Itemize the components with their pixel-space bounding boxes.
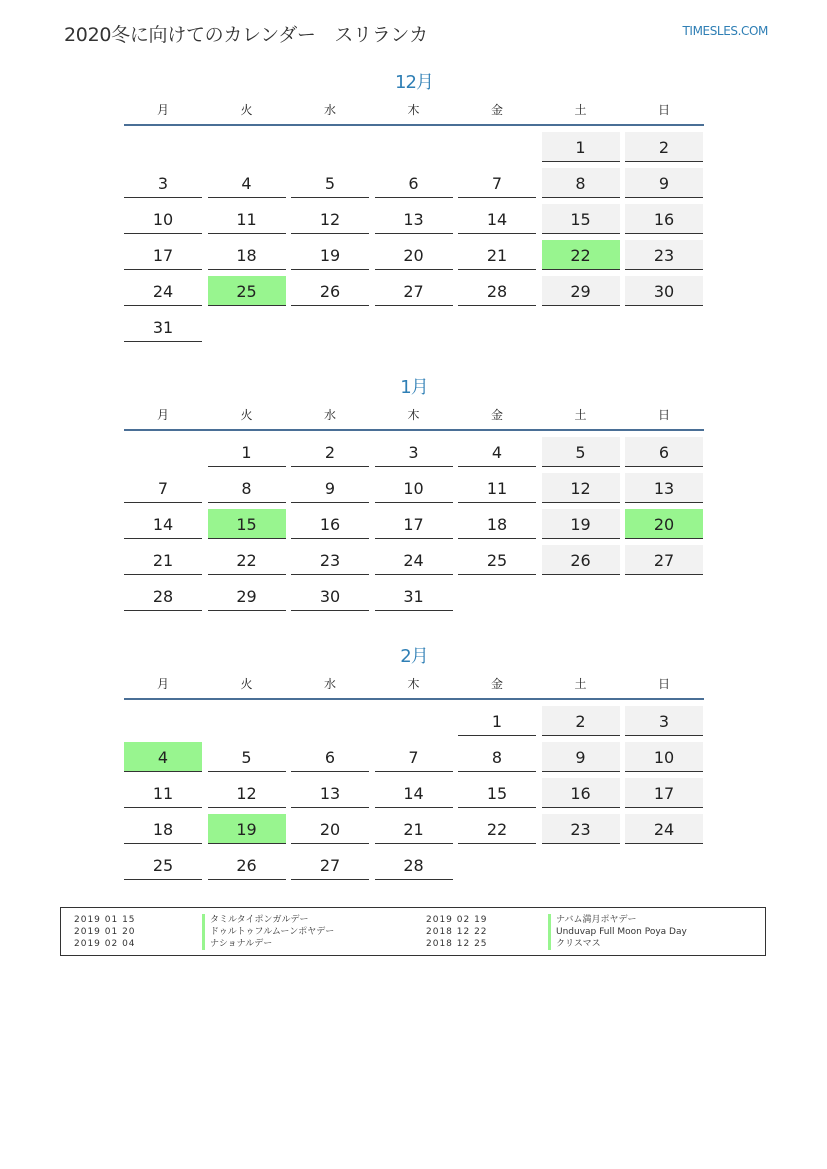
legend-holiday-name: タミルタイポンガルデー bbox=[202, 914, 308, 926]
legend-date: 2018 12 22 bbox=[426, 927, 488, 937]
day-cell[interactable]: 3 bbox=[124, 168, 202, 198]
page-title: 2020冬に向けてのカレンダー スリランカ bbox=[64, 24, 428, 46]
day-cell[interactable]: 11 bbox=[124, 778, 202, 808]
brand-link[interactable]: TIMESLES.COM bbox=[682, 24, 768, 38]
weekday-label: 木 bbox=[407, 103, 420, 117]
day-cell[interactable]: 9 bbox=[542, 742, 620, 772]
day-cell[interactable]: 4 bbox=[458, 437, 536, 467]
month-title: 1月 bbox=[400, 377, 428, 398]
day-cell[interactable]: 10 bbox=[124, 204, 202, 234]
day-cell[interactable]: 17 bbox=[124, 240, 202, 270]
day-cell[interactable]: 1 bbox=[208, 437, 286, 467]
month-block bbox=[124, 70, 704, 337]
day-cell[interactable]: 16 bbox=[291, 509, 369, 539]
day-cell[interactable]: 1 bbox=[458, 706, 536, 736]
day-cell[interactable]: 23 bbox=[625, 240, 703, 270]
day-cell[interactable]: 13 bbox=[625, 473, 703, 503]
day-cell[interactable]: 17 bbox=[375, 509, 453, 539]
day-cell[interactable]: 4 bbox=[208, 168, 286, 198]
holiday-legend bbox=[60, 907, 766, 956]
legend-date: 2019 01 15 bbox=[74, 915, 136, 925]
day-cell[interactable]: 23 bbox=[542, 814, 620, 844]
weekday-label: 木 bbox=[407, 408, 420, 422]
day-cell[interactable]: 24 bbox=[124, 276, 202, 306]
day-cell[interactable]: 12 bbox=[291, 204, 369, 234]
legend-holiday-name: ナバム満月ポヤデー bbox=[548, 914, 636, 926]
day-cell[interactable]: 31 bbox=[375, 581, 453, 611]
day-cell[interactable]: 3 bbox=[375, 437, 453, 467]
day-cell[interactable]: 5 bbox=[542, 437, 620, 467]
weekday-label: 土 bbox=[574, 103, 587, 117]
legend-date: 2019 01 20 bbox=[74, 927, 136, 937]
day-cell[interactable]: 28 bbox=[124, 581, 202, 611]
day-cell[interactable]: 6 bbox=[291, 742, 369, 772]
day-cell[interactable]: 7 bbox=[458, 168, 536, 198]
weekday-label: 日 bbox=[657, 103, 670, 117]
day-cell[interactable]: 27 bbox=[625, 545, 703, 575]
day-cell[interactable]: 6 bbox=[625, 437, 703, 467]
day-cell[interactable]: 22 bbox=[458, 814, 536, 844]
day-cell[interactable]: 18 bbox=[124, 814, 202, 844]
day-cell[interactable]: 19 bbox=[542, 509, 620, 539]
day-cell[interactable]: 26 bbox=[291, 276, 369, 306]
month-title: 12月 bbox=[395, 72, 433, 93]
day-cell-holiday[interactable]: 20 bbox=[625, 509, 703, 539]
legend-holiday-name: Unduvap Full Moon Poya Day bbox=[548, 926, 687, 938]
weekday-label: 火 bbox=[240, 103, 253, 117]
weekday-label: 金 bbox=[490, 677, 503, 691]
day-cell[interactable]: 27 bbox=[291, 850, 369, 880]
legend-date: 2019 02 04 bbox=[74, 939, 136, 949]
day-cell[interactable]: 16 bbox=[542, 778, 620, 808]
day-cell[interactable]: 21 bbox=[375, 814, 453, 844]
day-cell[interactable]: 29 bbox=[542, 276, 620, 306]
weekday-label: 水 bbox=[323, 408, 336, 422]
weekday-label: 火 bbox=[240, 677, 253, 691]
day-cell[interactable]: 12 bbox=[208, 778, 286, 808]
day-cell[interactable]: 31 bbox=[124, 312, 202, 342]
weekday-label: 日 bbox=[657, 677, 670, 691]
day-cell[interactable]: 30 bbox=[625, 276, 703, 306]
weekday-label: 月 bbox=[156, 677, 169, 691]
day-cell[interactable]: 13 bbox=[375, 204, 453, 234]
legend-holiday-name: ナショナルデー bbox=[202, 938, 272, 950]
day-cell[interactable]: 2 bbox=[291, 437, 369, 467]
day-cell[interactable]: 30 bbox=[291, 581, 369, 611]
day-cell[interactable]: 14 bbox=[124, 509, 202, 539]
day-cell[interactable]: 11 bbox=[458, 473, 536, 503]
legend-date: 2018 12 25 bbox=[426, 939, 488, 949]
weekday-label: 火 bbox=[240, 408, 253, 422]
day-cell-holiday[interactable]: 19 bbox=[208, 814, 286, 844]
weekday-label: 土 bbox=[574, 677, 587, 691]
day-cell[interactable]: 10 bbox=[625, 742, 703, 772]
day-cell[interactable]: 18 bbox=[208, 240, 286, 270]
day-cell[interactable]: 2 bbox=[542, 706, 620, 736]
day-cell-holiday[interactable]: 15 bbox=[208, 509, 286, 539]
day-cell[interactable]: 28 bbox=[458, 276, 536, 306]
day-cell[interactable]: 10 bbox=[375, 473, 453, 503]
day-cell[interactable]: 17 bbox=[625, 778, 703, 808]
day-cell[interactable]: 23 bbox=[291, 545, 369, 575]
weekday-label: 月 bbox=[156, 408, 169, 422]
legend-holiday-name: ドゥルトゥフルムーンポヤデー bbox=[202, 926, 334, 938]
day-cell[interactable]: 7 bbox=[124, 473, 202, 503]
day-cell[interactable]: 18 bbox=[458, 509, 536, 539]
day-cell[interactable]: 11 bbox=[208, 204, 286, 234]
day-cell[interactable]: 6 bbox=[375, 168, 453, 198]
day-cell[interactable]: 21 bbox=[124, 545, 202, 575]
month-block bbox=[124, 644, 704, 875]
day-cell[interactable]: 14 bbox=[458, 204, 536, 234]
weekday-label: 水 bbox=[323, 103, 336, 117]
day-cell-holiday[interactable]: 25 bbox=[208, 276, 286, 306]
weekday-label: 水 bbox=[323, 677, 336, 691]
day-cell[interactable]: 19 bbox=[291, 240, 369, 270]
day-cell[interactable]: 8 bbox=[542, 168, 620, 198]
day-cell[interactable]: 9 bbox=[291, 473, 369, 503]
day-cell[interactable]: 12 bbox=[542, 473, 620, 503]
month-title: 2月 bbox=[400, 646, 428, 667]
weekday-label: 金 bbox=[490, 103, 503, 117]
day-cell[interactable]: 15 bbox=[542, 204, 620, 234]
day-cell[interactable]: 22 bbox=[208, 545, 286, 575]
day-cell[interactable]: 24 bbox=[375, 545, 453, 575]
day-cell[interactable]: 2 bbox=[625, 132, 703, 162]
day-cell[interactable]: 9 bbox=[625, 168, 703, 198]
day-cell[interactable]: 5 bbox=[208, 742, 286, 772]
weekday-header bbox=[124, 96, 704, 126]
day-cell[interactable]: 25 bbox=[458, 545, 536, 575]
weekday-label: 土 bbox=[574, 408, 587, 422]
weekday-label: 金 bbox=[490, 408, 503, 422]
day-cell[interactable]: 21 bbox=[458, 240, 536, 270]
weekday-label: 木 bbox=[407, 677, 420, 691]
day-cell[interactable]: 8 bbox=[208, 473, 286, 503]
day-cell[interactable]: 27 bbox=[375, 276, 453, 306]
day-cell[interactable]: 20 bbox=[375, 240, 453, 270]
day-cell[interactable]: 1 bbox=[542, 132, 620, 162]
month-block bbox=[124, 375, 704, 606]
day-cell[interactable]: 7 bbox=[375, 742, 453, 772]
day-cell[interactable]: 28 bbox=[375, 850, 453, 880]
day-cell[interactable]: 16 bbox=[625, 204, 703, 234]
day-cell[interactable]: 5 bbox=[291, 168, 369, 198]
day-cell[interactable]: 13 bbox=[291, 778, 369, 808]
weekday-label: 月 bbox=[156, 103, 169, 117]
day-cell[interactable]: 26 bbox=[542, 545, 620, 575]
day-cell[interactable]: 24 bbox=[625, 814, 703, 844]
day-cell[interactable]: 20 bbox=[291, 814, 369, 844]
day-cell[interactable]: 15 bbox=[458, 778, 536, 808]
day-cell-holiday[interactable]: 4 bbox=[124, 742, 202, 772]
weekday-header bbox=[124, 401, 704, 431]
weekday-label: 日 bbox=[657, 408, 670, 422]
day-cell[interactable]: 29 bbox=[208, 581, 286, 611]
day-cell[interactable]: 26 bbox=[208, 850, 286, 880]
weekday-header bbox=[124, 670, 704, 700]
legend-holiday-name: クリスマス bbox=[548, 938, 601, 950]
day-cell[interactable]: 3 bbox=[625, 706, 703, 736]
legend-date: 2019 02 19 bbox=[426, 915, 488, 925]
day-cell[interactable]: 14 bbox=[375, 778, 453, 808]
day-cell[interactable]: 8 bbox=[458, 742, 536, 772]
day-cell[interactable]: 25 bbox=[124, 850, 202, 880]
day-cell-holiday[interactable]: 22 bbox=[542, 240, 620, 270]
